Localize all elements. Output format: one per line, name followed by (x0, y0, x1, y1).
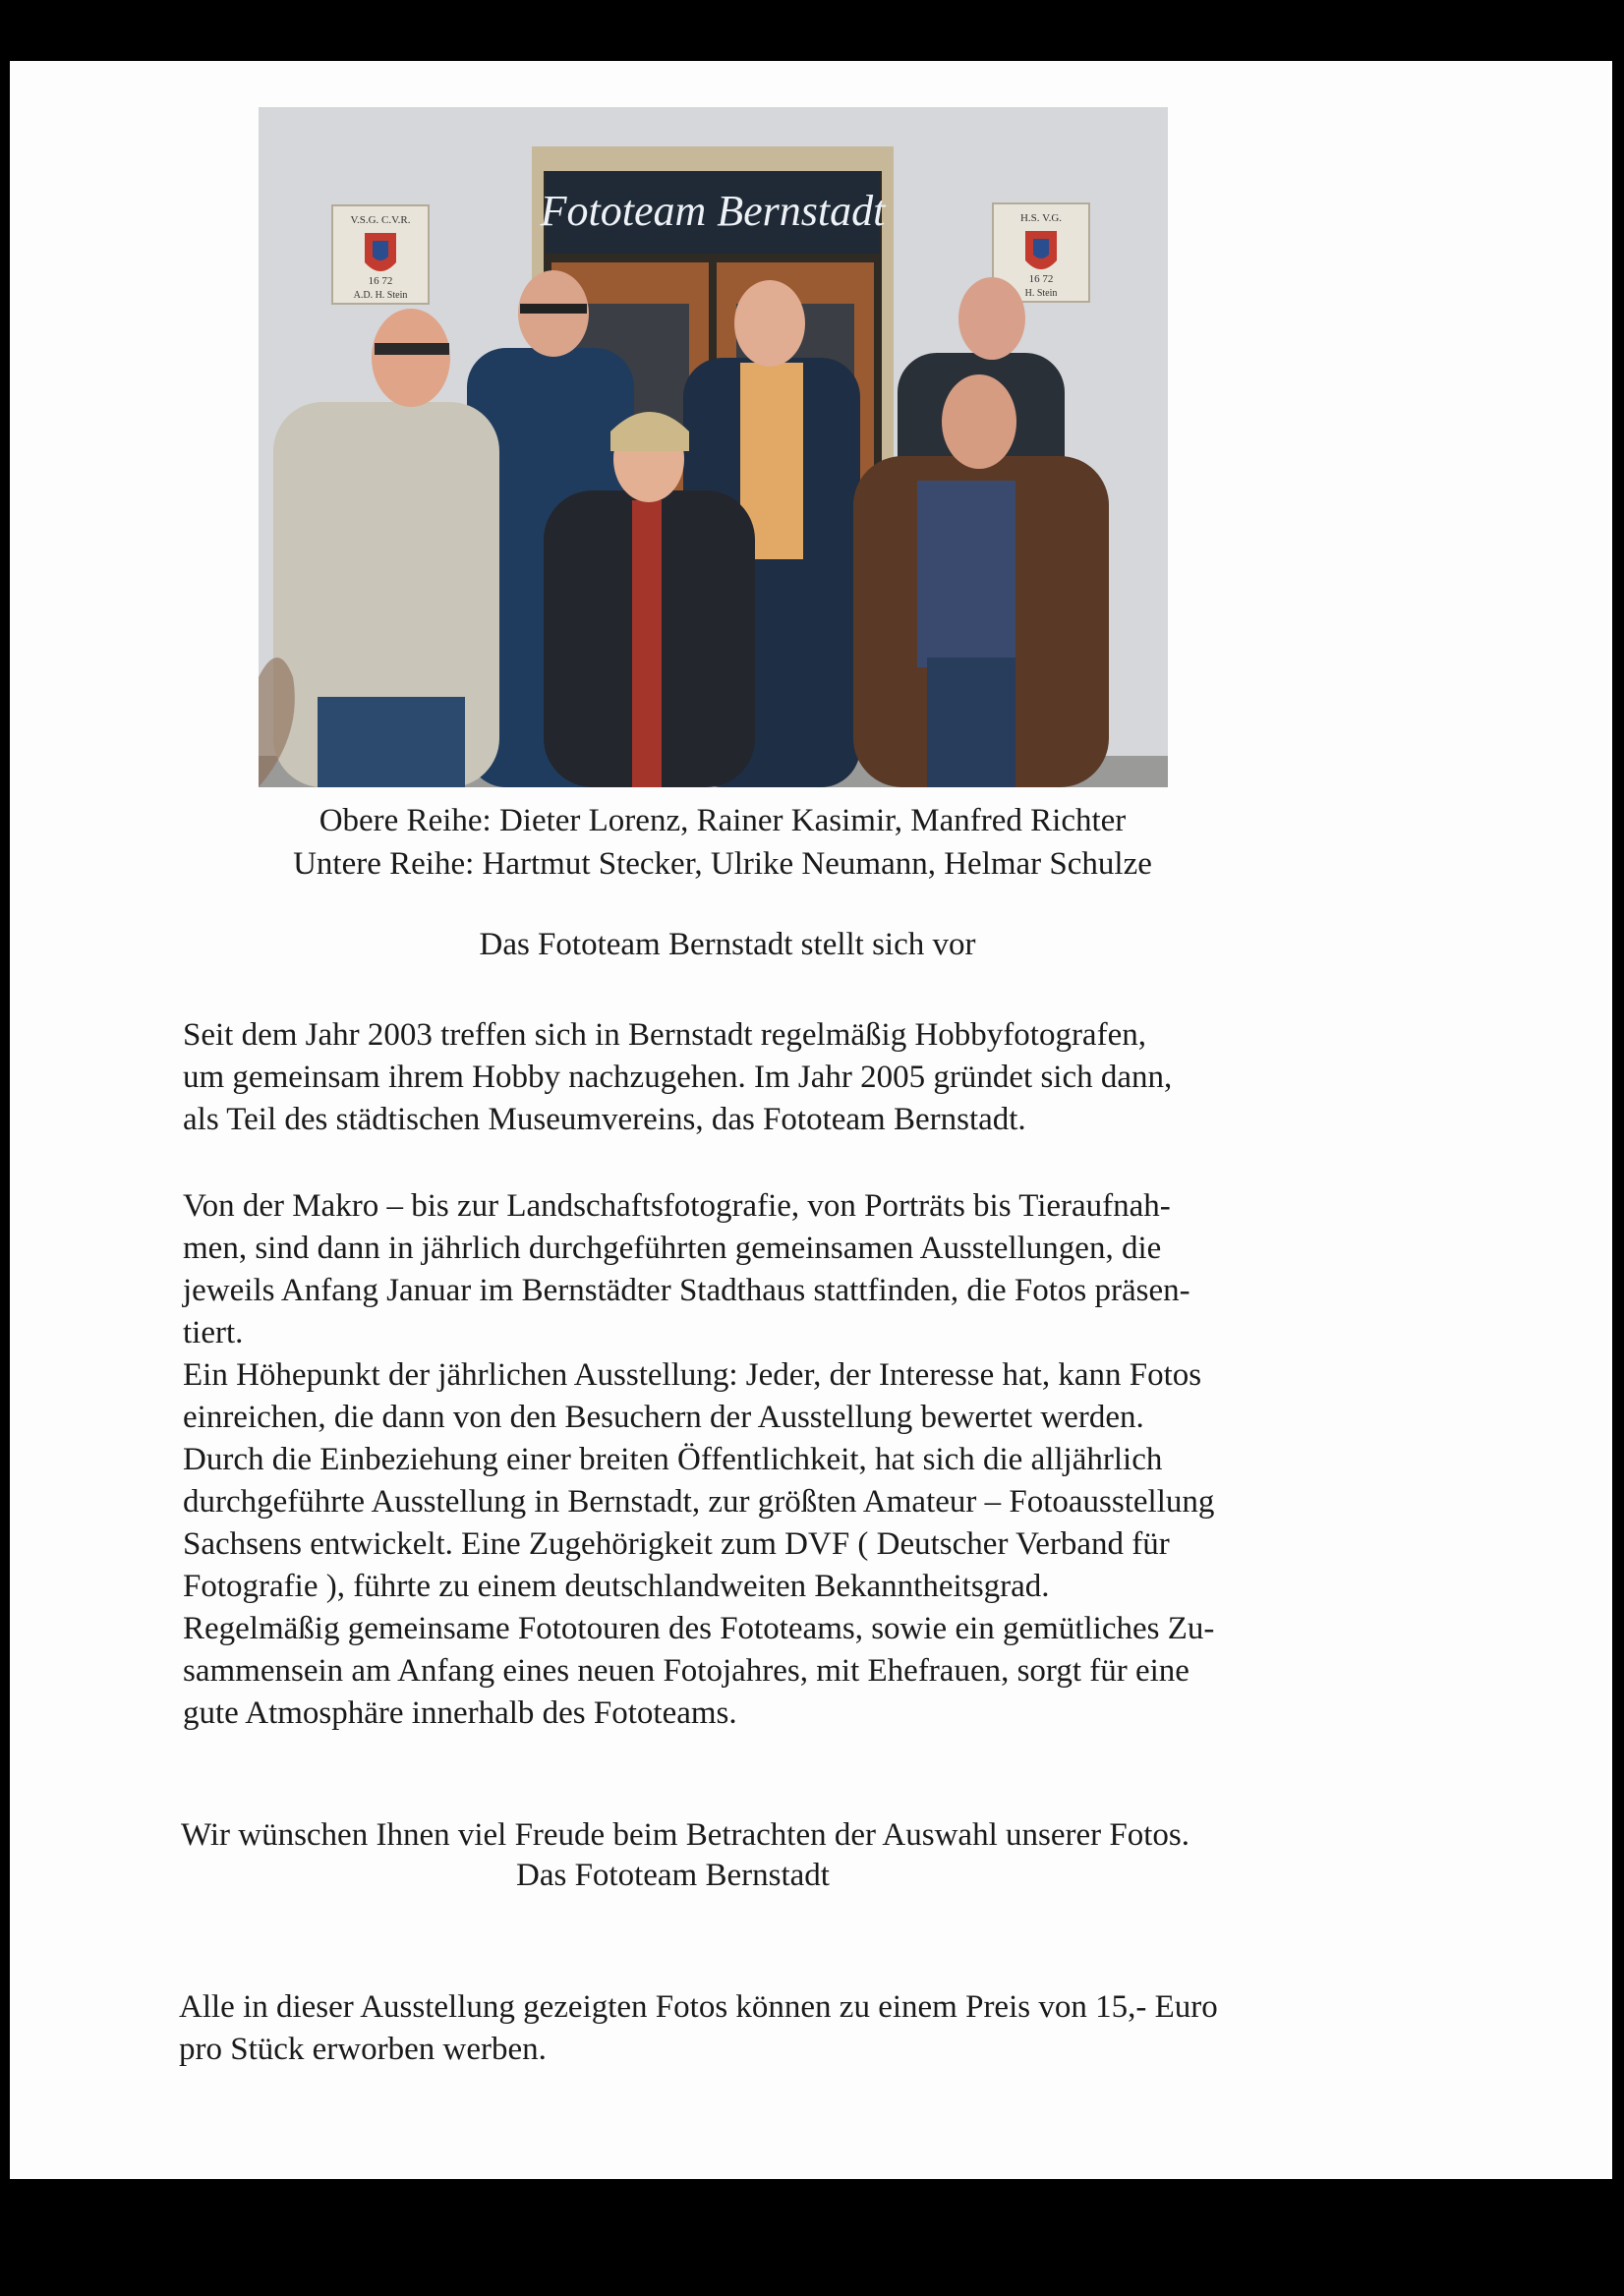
group-photo (259, 107, 1168, 787)
price-note (179, 1986, 1218, 2071)
body-paragraph (183, 1185, 1392, 1735)
text-line: Fotografie ), führte zu einem deutschlandweiten Bekanntheitsgrad. (183, 1569, 1050, 1604)
svg-text:H.S. V.G.: H.S. V.G. (1019, 212, 1063, 224)
text-line: Seit dem Jahr 2003 treffen sich in Bernstadt regelmäßig Hobbyfotografen, (183, 1017, 1146, 1053)
text-line: durchgeführte Ausstellung in Bernstadt, zur größten Amateur – Fotoausstellung (183, 1484, 1215, 1520)
text-line: Regelmäßig gemeinsame Fototouren des Fototeams, sowie ein gemütliches Zu- (183, 1611, 1215, 1646)
sign-text: Fototeam Bernstadt (540, 187, 886, 235)
photo-caption-top-row: Obere Reihe: Dieter Lorenz, Rainer Kasimir, Manfred Richter (319, 803, 1127, 838)
text-line: sammensein am Anfang eines neuen Fotojahres, mit Ehefrauen, sorgt für eine (183, 1653, 1189, 1689)
text-line: Alle in dieser Ausstellung gezeigten Fotos können zu einem Preis von 15,- Euro (179, 1989, 1218, 2025)
svg-text:A.D. H. Stein: A.D. H. Stein (353, 290, 408, 301)
page-title: Das Fototeam Bernstadt stellt sich vor (479, 927, 976, 962)
photo-caption-bottom-row: Untere Reihe: Hartmut Stecker, Ulrike Neumann, Helmar Schulze (293, 846, 1152, 882)
text-line: pro Stück erworben werben. (179, 2032, 547, 2067)
group-photo-illustration (259, 107, 1168, 787)
intro-paragraph (183, 1014, 1392, 1141)
signoff: Das Fototeam Bernstadt (516, 1858, 830, 1893)
svg-text:H. Stein: H. Stein (1024, 288, 1058, 299)
closing-line: Wir wünschen Ihnen viel Freude beim Betrachten der Auswahl unserer Fotos. (181, 1817, 1189, 1853)
text-line: Ein Höhepunkt der jährlichen Ausstellung: Jeder, der Interesse hat, kann Fotos (183, 1357, 1202, 1393)
document-page (10, 61, 1612, 2179)
text-line: gute Atmosphäre innerhalb des Fototeams. (183, 1695, 737, 1731)
text-line: um gemeinsam ihrem Hobby nachzugehen. Im Jahr 2005 gründet sich dann, (183, 1060, 1173, 1095)
text-line: men, sind dann in jährlich durchgeführten gemeinsamen Ausstellungen, die (183, 1231, 1162, 1266)
coat-of-arms-plaque-left (332, 205, 429, 304)
text-line: einreichen, die dann von den Besuchern der Ausstellung bewertet werden. (183, 1400, 1144, 1435)
svg-text:16 72: 16 72 (368, 275, 393, 287)
text-line: Durch die Einbeziehung einer breiten Öffentlichkeit, hat sich die alljährlich (183, 1442, 1163, 1477)
text-line: als Teil des städtischen Museumvereins, das Fototeam Bernstadt. (183, 1102, 1026, 1137)
text-line: tiert. (183, 1315, 244, 1350)
text-line: Von der Makro – bis zur Landschaftsfotografie, von Porträts bis Tieraufnah- (183, 1188, 1171, 1224)
text-line: jeweils Anfang Januar im Bernstädter Stadthaus stattfinden, die Fotos präsen- (183, 1273, 1190, 1308)
svg-text:V.S.G. C.V.R.: V.S.G. C.V.R. (350, 214, 411, 226)
svg-text:16 72: 16 72 (1028, 273, 1054, 285)
text-line: Sachsens entwickelt. Eine Zugehörigkeit zum DVF ( Deutscher Verband für (183, 1526, 1170, 1562)
